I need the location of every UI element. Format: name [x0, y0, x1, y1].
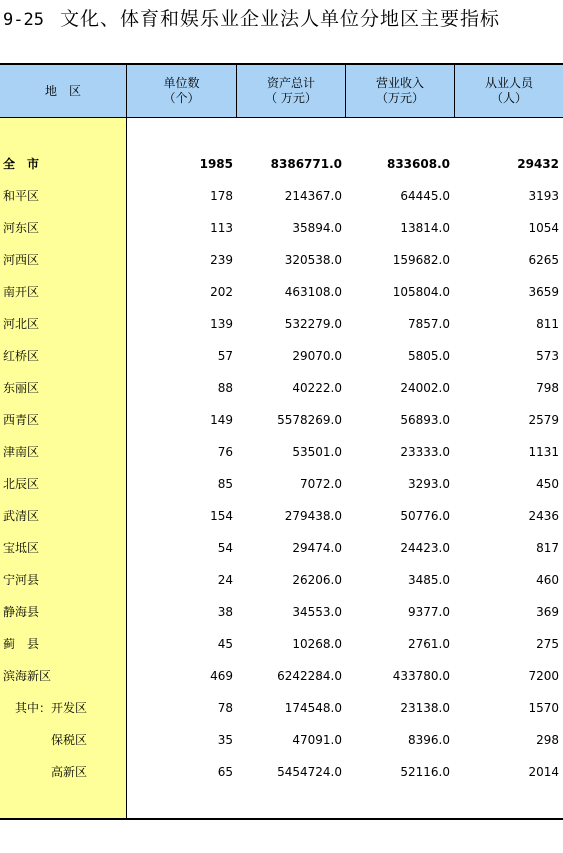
- total-assets-cell: 47091.0: [292, 733, 342, 747]
- revenue-cell: 52116.0: [400, 765, 450, 779]
- region-name: 全 市: [3, 157, 40, 171]
- region-name: 保税区: [3, 733, 88, 747]
- region-name: 高新区: [3, 765, 88, 779]
- employees-cell: 450: [536, 477, 559, 491]
- unit-count-cell: 139: [210, 317, 233, 331]
- employees-cell: 7200: [528, 669, 559, 683]
- total-assets-cell: 5578269.0: [277, 413, 342, 427]
- employees-cell: 369: [536, 605, 559, 619]
- total-assets-cell: 214367.0: [284, 189, 342, 203]
- revenue-cell: 2761.0: [408, 637, 450, 651]
- table-row: [0, 436, 563, 468]
- total-assets-cell: 29070.0: [292, 349, 342, 363]
- revenue-cell: 5805.0: [408, 349, 450, 363]
- region-name: 东丽区: [3, 381, 40, 395]
- region-name: 和平区: [3, 189, 40, 203]
- header-employees: 从业人员 （人）: [484, 76, 533, 105]
- region-name: 北辰区: [3, 477, 40, 491]
- unit-count-cell: 57: [217, 349, 233, 363]
- revenue-cell: 50776.0: [400, 509, 450, 523]
- total-assets-cell: 463108.0: [284, 285, 342, 299]
- employees-cell: 2014: [528, 765, 559, 779]
- region-name: 河东区: [3, 221, 40, 235]
- total-assets-cell: 35894.0: [292, 221, 342, 235]
- total-assets-cell: 8386771.0: [270, 157, 342, 171]
- table-row: [0, 692, 563, 724]
- table-row: [0, 500, 563, 532]
- unit-count-cell: 65: [217, 765, 233, 779]
- column-divider: [345, 63, 346, 117]
- table-row-total: [0, 148, 563, 180]
- employees-cell: 1131: [528, 445, 559, 459]
- revenue-cell: 9377.0: [408, 605, 450, 619]
- table-row: [0, 468, 563, 500]
- employees-cell: 460: [536, 573, 559, 587]
- table-header: [0, 65, 563, 117]
- revenue-cell: 23138.0: [400, 701, 450, 715]
- revenue-cell: 159682.0: [392, 253, 450, 267]
- revenue-cell: 24423.0: [400, 541, 450, 555]
- employees-cell: 2579: [528, 413, 559, 427]
- table-title: 文化、体育和娱乐业企业法人单位分地区主要指标: [59, 8, 500, 30]
- employees-cell: 817: [536, 541, 559, 555]
- region-name: 滨海新区: [3, 669, 52, 683]
- table-row: [0, 372, 563, 404]
- total-assets-cell: 5454724.0: [277, 765, 342, 779]
- data-table: [0, 63, 563, 820]
- revenue-cell: 23333.0: [400, 445, 450, 459]
- total-assets-cell: 6242284.0: [277, 669, 342, 683]
- total-assets-cell: 53501.0: [292, 445, 342, 459]
- column-divider: [454, 63, 455, 117]
- table-row: [0, 340, 563, 372]
- table-row: [0, 404, 563, 436]
- revenue-cell: 833608.0: [386, 157, 450, 171]
- region-name: 其中：开发区: [3, 701, 88, 715]
- unit-count-cell: 154: [210, 509, 233, 523]
- region-name: 宁河县: [3, 573, 40, 587]
- unit-count-cell: 85: [217, 477, 233, 491]
- unit-count-cell: 78: [217, 701, 233, 715]
- region-name: 宝坻区: [3, 541, 40, 555]
- employees-cell: 6265: [528, 253, 559, 267]
- unit-count-cell: 149: [210, 413, 233, 427]
- employees-cell: 3659: [528, 285, 559, 299]
- region-name: 西青区: [3, 413, 40, 427]
- revenue-cell: 24002.0: [400, 381, 450, 395]
- region-name: 红桥区: [3, 349, 40, 363]
- unit-count-cell: 239: [210, 253, 233, 267]
- unit-count-cell: 24: [217, 573, 233, 587]
- employees-cell: 275: [536, 637, 559, 651]
- table-row: [0, 532, 563, 564]
- total-assets-cell: 10268.0: [292, 637, 342, 651]
- table-row: [0, 244, 563, 276]
- table-row: [0, 628, 563, 660]
- employees-cell: 811: [536, 317, 559, 331]
- unit-count-cell: 76: [217, 445, 233, 459]
- unit-count-cell: 178: [210, 189, 233, 203]
- unit-count-cell: 1985: [199, 157, 233, 171]
- total-assets-cell: 26206.0: [292, 573, 342, 587]
- region-name: 津南区: [3, 445, 40, 459]
- revenue-cell: 3485.0: [408, 573, 450, 587]
- revenue-cell: 105804.0: [392, 285, 450, 299]
- total-assets-cell: 34553.0: [292, 605, 342, 619]
- revenue-cell: 3293.0: [408, 477, 450, 491]
- region-name: 武清区: [3, 509, 40, 523]
- header-unit-count: 单位数 （个）: [163, 76, 200, 105]
- table-row: [0, 180, 563, 212]
- total-assets-cell: 174548.0: [284, 701, 342, 715]
- employees-cell: 298: [536, 733, 559, 747]
- column-divider: [236, 63, 237, 117]
- unit-count-cell: 35: [217, 733, 233, 747]
- header-region: 地 区: [44, 83, 81, 98]
- unit-count-cell: 113: [210, 221, 233, 235]
- region-name: 南开区: [3, 285, 40, 299]
- table-row: [0, 308, 563, 340]
- table-row: [0, 596, 563, 628]
- revenue-cell: 56893.0: [400, 413, 450, 427]
- unit-count-cell: 45: [217, 637, 233, 651]
- table-row: [0, 564, 563, 596]
- unit-count-cell: 88: [217, 381, 233, 395]
- total-assets-cell: 532279.0: [284, 317, 342, 331]
- unit-count-cell: 469: [210, 669, 233, 683]
- table-row: [0, 756, 563, 788]
- employees-cell: 573: [536, 349, 559, 363]
- employees-cell: 29432: [517, 157, 559, 171]
- revenue-cell: 433780.0: [392, 669, 450, 683]
- total-assets-cell: 7072.0: [300, 477, 342, 491]
- unit-count-cell: 54: [217, 541, 233, 555]
- employees-cell: 798: [536, 381, 559, 395]
- employees-cell: 1570: [528, 701, 559, 715]
- unit-count-cell: 38: [217, 605, 233, 619]
- region-name: 河西区: [3, 253, 40, 267]
- revenue-cell: 8396.0: [408, 733, 450, 747]
- header-total-assets: 资产总计 （ 万元）: [265, 76, 317, 105]
- unit-count-cell: 202: [210, 285, 233, 299]
- header-bottom-rule: [0, 117, 563, 118]
- revenue-cell: 64445.0: [400, 189, 450, 203]
- region-name: 河北区: [3, 317, 40, 331]
- revenue-cell: 13814.0: [400, 221, 450, 235]
- page-title: [3, 4, 500, 34]
- header-revenue: 营业收入 （万元）: [375, 76, 424, 105]
- employees-cell: 3193: [528, 189, 559, 203]
- table-row: [0, 660, 563, 692]
- employees-cell: 2436: [528, 509, 559, 523]
- region-name: 蓟 县: [3, 637, 40, 651]
- employees-cell: 1054: [528, 221, 559, 235]
- table-number: 9-25: [3, 10, 44, 30]
- total-assets-cell: 320538.0: [284, 253, 342, 267]
- table-top-rule: [0, 63, 563, 65]
- table-bottom-rule: [0, 818, 563, 820]
- table-row: [0, 212, 563, 244]
- total-assets-cell: 40222.0: [292, 381, 342, 395]
- table-row: [0, 276, 563, 308]
- table-row: [0, 724, 563, 756]
- total-assets-cell: 29474.0: [292, 541, 342, 555]
- revenue-cell: 7857.0: [408, 317, 450, 331]
- region-name: 静海县: [3, 605, 40, 619]
- total-assets-cell: 279438.0: [284, 509, 342, 523]
